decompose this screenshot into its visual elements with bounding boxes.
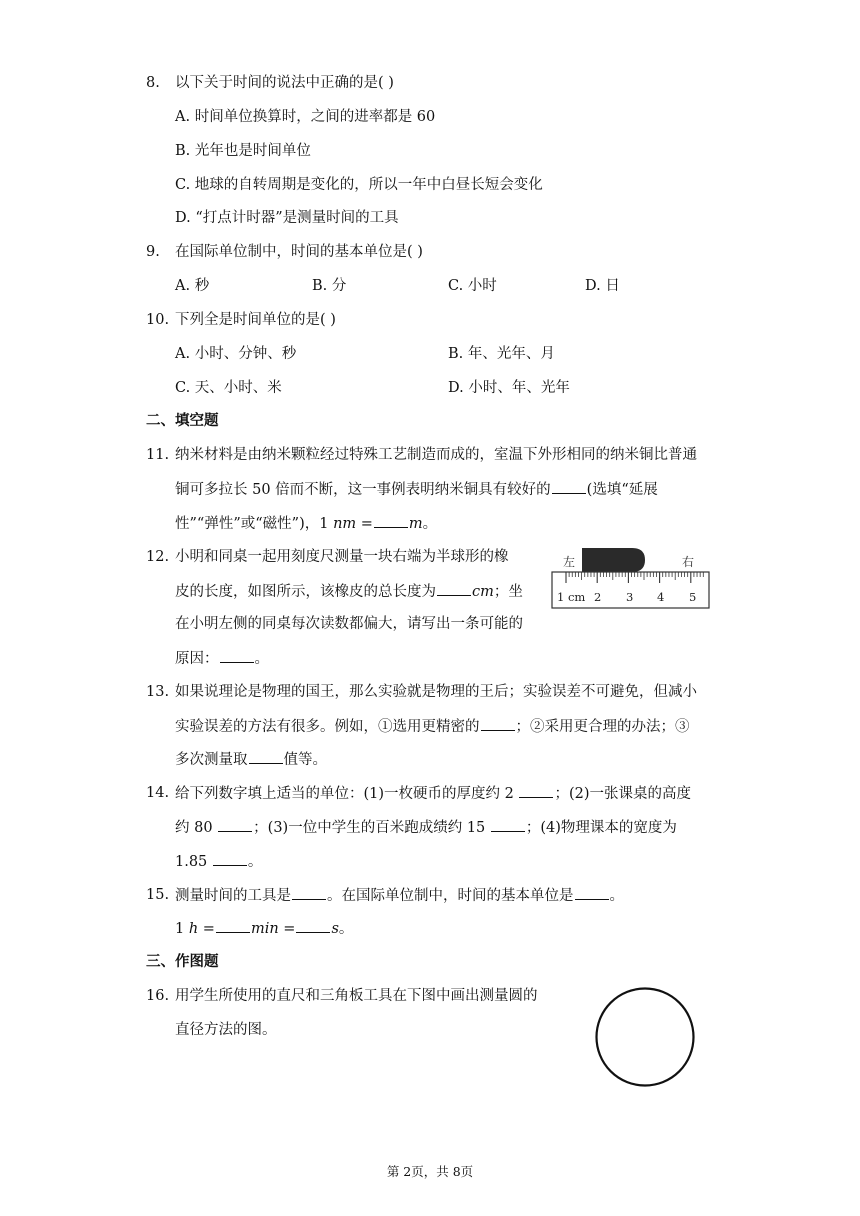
q9-number: 9. — [146, 244, 160, 260]
text: ；(2)一张课桌的高度 — [554, 786, 692, 802]
q10-option-d — [448, 378, 570, 398]
option-text: 天、小时、米 — [194, 380, 282, 396]
answer-blank[interactable] — [491, 817, 525, 832]
ruler-tick-label: 2 — [594, 590, 602, 604]
text: 性”“弹性”或“磁性”)，1 — [175, 516, 329, 532]
circle-figure — [590, 985, 700, 1089]
q15-number: 15. — [146, 887, 170, 903]
option-letter: C. — [448, 278, 464, 294]
text: = — [198, 921, 215, 937]
option-letter: D. — [448, 380, 464, 396]
unit: nm — [333, 516, 357, 532]
q9-option-a — [175, 276, 209, 296]
q13-line-3 — [175, 749, 327, 770]
option-text: 小时 — [467, 278, 497, 294]
text: 。在国际单位制中，时间的基本单位是 — [327, 888, 574, 904]
text: 约 80 — [175, 820, 218, 836]
q8-option-a — [175, 107, 435, 127]
unit: s — [331, 921, 339, 937]
text: 实验误差的方法有很多。例如，①选用更精密的 — [175, 719, 480, 735]
ruler-label-left: 左 — [563, 555, 576, 569]
q8-option-c — [175, 175, 543, 195]
q9-stem: 在国际单位制中，时间的基本单位是( ) — [175, 244, 423, 260]
ruler-figure — [548, 545, 713, 613]
q15-line-2 — [175, 918, 353, 939]
answer-blank[interactable] — [213, 851, 247, 866]
answer-blank[interactable] — [552, 479, 586, 494]
q14-number: 14. — [146, 785, 170, 801]
q8-stem: 以下关于时间的说法中正确的是( ) — [175, 75, 394, 91]
page-footer: 第 2页，共 8页 — [386, 1164, 474, 1179]
option-text: 小时、年、光年 — [468, 380, 570, 396]
q9-option-d — [585, 276, 620, 296]
text: 铜可多拉长 50 倍而不断，这一事例表明纳米铜具有较好的 — [175, 482, 551, 498]
unit: m — [408, 516, 423, 532]
answer-blank[interactable] — [296, 918, 330, 933]
answer-blank[interactable] — [481, 716, 515, 731]
ruler-tick-label: 4 — [657, 590, 665, 604]
option-text: 时间单位换算时，之间的进率都是 60 — [194, 109, 436, 125]
q12-line-3: 在小明左侧的同桌每次读数都偏大，请写出一条可能的 — [175, 616, 523, 632]
text: 。 — [254, 651, 269, 667]
ruler-tick-label: 3 — [626, 590, 634, 604]
text: 。 — [609, 888, 624, 904]
text: = — [278, 921, 296, 937]
answer-blank[interactable] — [216, 918, 250, 933]
q14-line-2 — [175, 817, 677, 838]
option-text: 小时、分钟、秒 — [194, 346, 297, 362]
option-letter: B. — [448, 346, 464, 362]
q12-line-4 — [175, 648, 269, 669]
text: 值等。 — [283, 752, 327, 768]
text: 。 — [247, 854, 263, 870]
q12-line-2 — [175, 581, 523, 602]
section-heading-drawing: 三、作图题 — [146, 954, 219, 970]
q14-line-3 — [175, 851, 262, 872]
unit: cm — [472, 584, 494, 600]
option-text: 光年也是时间单位 — [194, 143, 311, 159]
text: 测量时间的工具是 — [175, 888, 291, 904]
text: 1.85 — [175, 854, 212, 870]
q11-line-1: 纳米材料是由纳米颗粒经过特殊工艺制造而成的，室温下外形相同的纳米铜比普通 — [175, 447, 697, 463]
q8-number: 8. — [146, 75, 160, 91]
q11-line-3 — [175, 513, 437, 534]
text: 给下列数字填上适当的单位：(1)一枚硬币的厚度约 2 — [175, 786, 519, 802]
unit: h — [188, 921, 199, 937]
ruler-tick-label: 5 — [689, 590, 697, 604]
q16-line-2: 直径方法的图。 — [175, 1022, 277, 1038]
text: 1 — [175, 921, 189, 937]
text: 。 — [338, 921, 354, 937]
answer-blank[interactable] — [575, 885, 609, 900]
option-letter: C. — [175, 380, 191, 396]
text: ；②采用更合理的办法；③ — [515, 719, 690, 735]
option-letter: D. — [585, 278, 601, 294]
q8-option-d — [175, 208, 399, 228]
text: = — [356, 516, 373, 532]
answer-blank[interactable] — [519, 783, 553, 798]
q16-number: 16. — [146, 988, 170, 1004]
q13-line-2 — [175, 716, 690, 737]
q9-option-c — [448, 276, 497, 296]
option-letter: A. — [175, 109, 191, 125]
eraser-shape — [582, 548, 645, 572]
text: (选填“延展 — [586, 482, 658, 498]
text: ；(3)一位中学生的百米跑成绩约 15 — [253, 820, 490, 836]
option-text: 地球的自转周期是变化的，所以一年中白昼长短会变化 — [194, 177, 543, 193]
section-heading-fill-blank: 二、填空题 — [146, 413, 219, 429]
answer-blank[interactable] — [218, 817, 252, 832]
option-letter: A. — [175, 278, 191, 294]
option-text: “打点计时器”是测量时间的工具 — [195, 210, 399, 226]
text: 皮的长度，如图所示，该橡皮的总长度为 — [175, 584, 436, 600]
q14-line-1 — [175, 783, 691, 804]
q11-line-2 — [175, 479, 658, 500]
option-text: 日 — [605, 278, 620, 294]
ruler-tick-label: 1 cm — [557, 590, 586, 604]
q10-stem: 下列全是时间单位的是( ) — [175, 312, 336, 328]
option-letter: B. — [175, 143, 191, 159]
q16-line-1: 用学生所使用的直尺和三角板工具在下图中画出测量圆的 — [175, 988, 538, 1004]
text: ；(4)物理课本的宽度为 — [525, 820, 677, 836]
unit: min — [250, 921, 279, 937]
option-text: 秒 — [194, 278, 210, 294]
text: ；坐 — [493, 584, 523, 600]
option-letter: D. — [175, 210, 191, 226]
text: 。 — [422, 516, 438, 532]
q11-number: 11. — [146, 447, 170, 463]
answer-blank[interactable] — [249, 749, 283, 764]
answer-blank[interactable] — [437, 581, 471, 596]
q12-line-1: 小明和同桌一起用刻度尺测量一块右端为半球形的橡 — [175, 549, 509, 565]
answer-blank[interactable] — [220, 648, 254, 663]
ruler-label-right: 右 — [682, 555, 695, 569]
q13-line-1: 如果说理论是物理的国王，那么实验就是物理的王后；实验误差不可避免，但减小 — [175, 684, 697, 700]
text: 多次测量取 — [175, 752, 248, 768]
option-text: 分 — [331, 278, 347, 294]
circle-shape — [597, 989, 694, 1086]
option-text: 年、光年、月 — [467, 346, 555, 362]
answer-blank[interactable] — [292, 885, 326, 900]
option-letter: B. — [312, 278, 328, 294]
q12-number: 12. — [146, 549, 170, 565]
q9-option-b — [312, 276, 346, 296]
q10-option-a — [175, 344, 296, 364]
q10-number: 10. — [146, 312, 170, 328]
q8-option-b — [175, 141, 311, 161]
answer-blank[interactable] — [374, 513, 408, 528]
q10-option-b — [448, 344, 555, 364]
text: 原因： — [175, 651, 219, 667]
q15-line-1 — [175, 885, 624, 906]
q10-option-c — [175, 378, 282, 398]
q13-number: 13. — [146, 684, 170, 700]
option-letter: A. — [175, 346, 191, 362]
option-letter: C. — [175, 177, 191, 193]
